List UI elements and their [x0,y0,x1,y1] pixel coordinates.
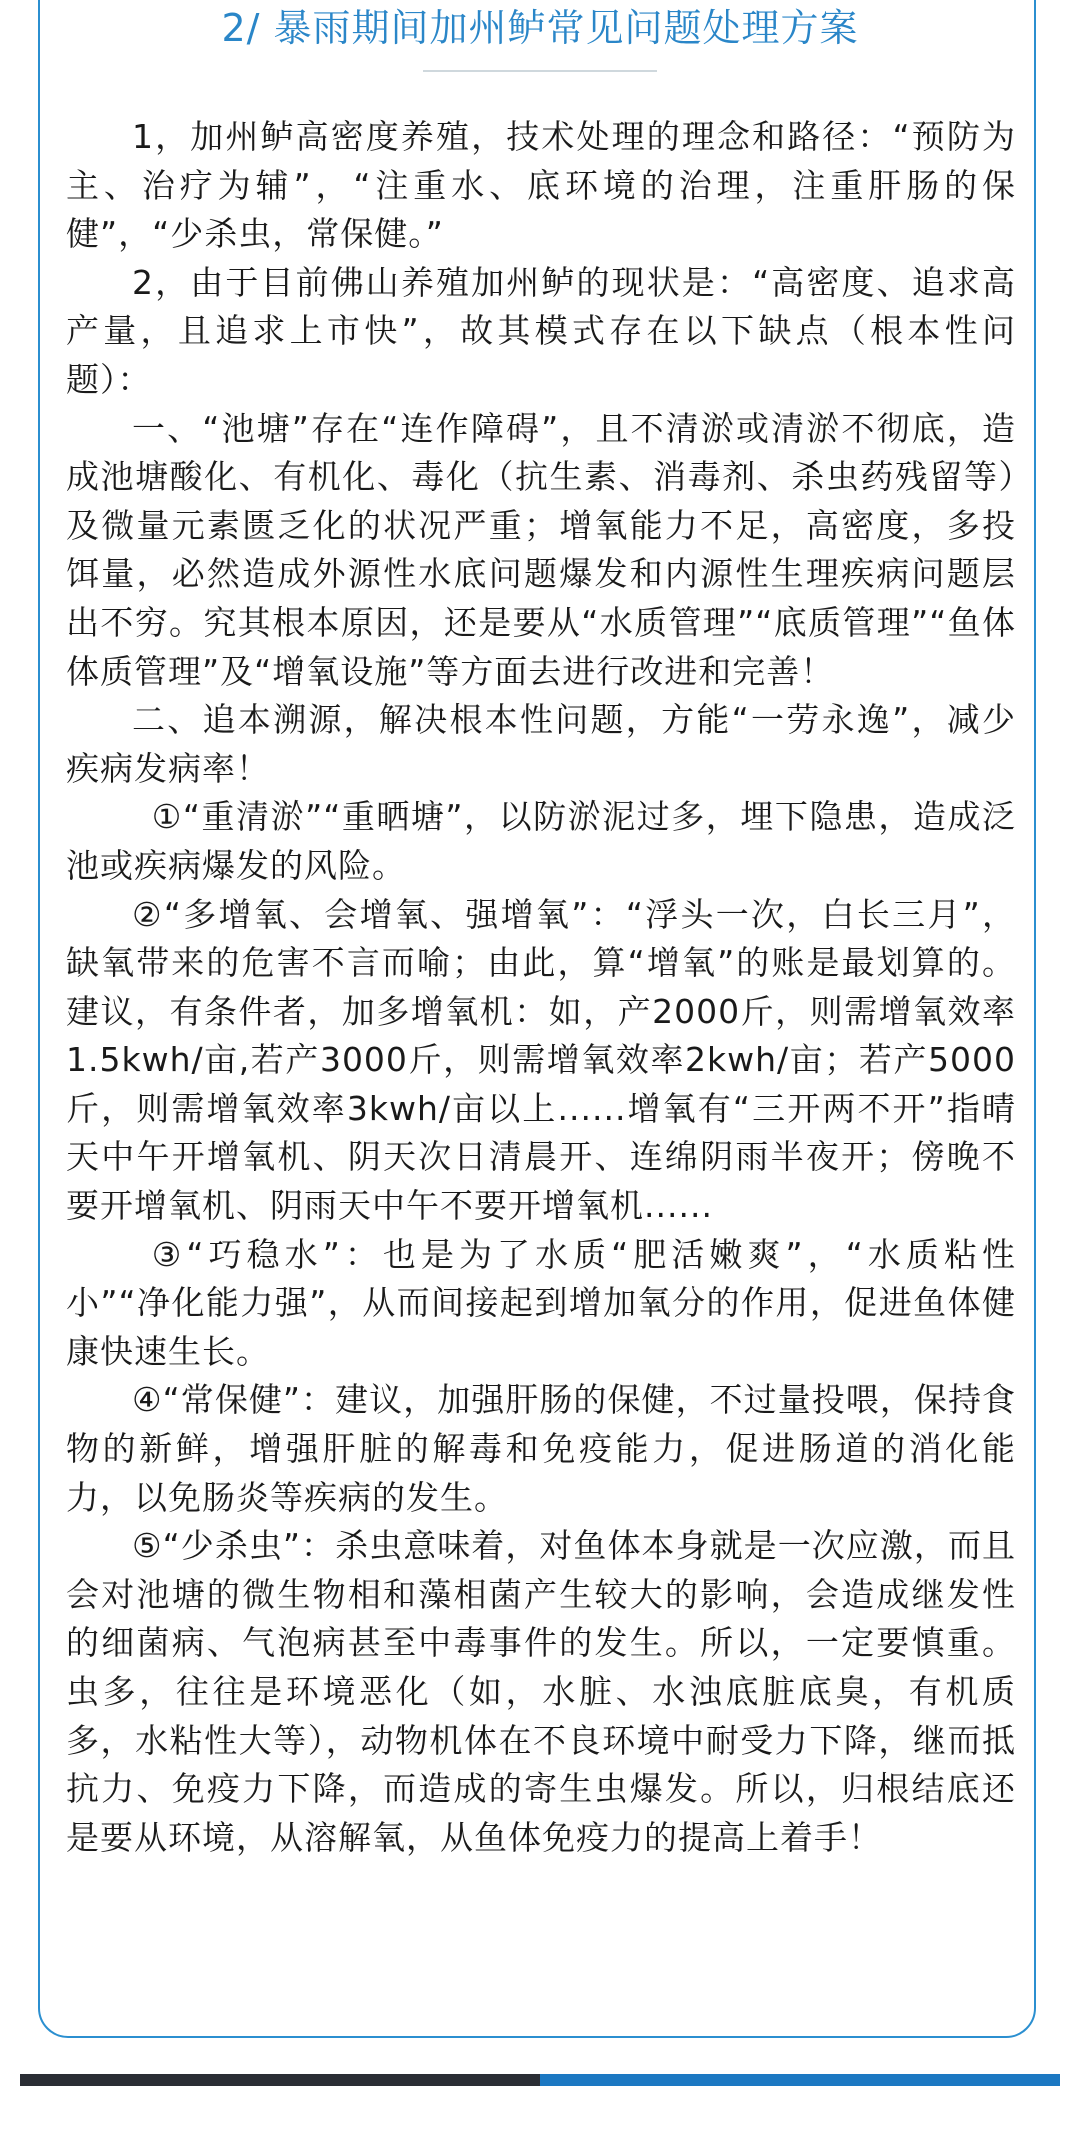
article-body [66,113,1016,1862]
footer-bar-dark [20,2074,540,2086]
paragraph-point-5: ⑤“少杀虫”：杀虫意味着，对鱼体本身就是一次应激，而且会对池塘的微生物相和藻相菌产生较大的影响，会造成继发性的细菌病、气泡病甚至中毒事件的发生。所以，一定要慎重。虫多，往往是环境恶化（如，水脏、水浊底脏底臭，有机质多，水粘性大等），动物机体在不良环境中耐受力下降，继而抵抗力、免疫力下降，而造成的寄生虫爆发。所以，归根结底还是要从环境，从溶解氧，从鱼体免疫力的提高上着手！ [66,1526,1016,1857]
paragraph-problem-one: 一、“池塘”存在“连作障碍”，且不清淤或清淤不彻底，造成池塘酸化、有机化、毒化（抗生素、消毒剂、杀虫药残留等）及微量元素匮乏化的状况严重；增氧能力不足，高密度，多投饵量，必然造成外源性水底问题爆发和内源性生理疾病问题层出不穷。究其根本原因，还是要从“水质管理”“底质管理”“鱼体体质管理”及“增氧设施”等方面去进行改进和完善！ [66,408,1016,691]
footer-bar-blue [540,2074,1060,2086]
paragraph-problem-two: 二、追本溯源，解决根本性问题，方能“一劳永逸”，减少疾病发病率！ [66,700,1016,788]
paragraph-point-1: ①“重清淤”“重晒塘”，以防淤泥过多，埋下隐患，造成泛池或疾病爆发的风险。 [66,797,1016,885]
paragraph-status: 2，由于目前佛山养殖加州鲈的现状是：“高密度、追求高产量，且追求上市快”，故其模式存在以下缺点（根本性问题）： [66,262,1016,399]
title-divider [423,70,657,72]
section-title: 2/ 暴雨期间加州鲈常见问题处理方案 [221,6,859,50]
paragraph-point-3: ③“巧稳水”：也是为了水质“肥活嫩爽”，“水质粘性小”“净化能力强”，从而间接起到增加氧分的作用，促进鱼体健康快速生长。 [66,1234,1016,1371]
paragraph-principle: 1，加州鲈高密度养殖，技术处理的理念和路径：“预防为主、治疗为辅”，“注重水、底环境的治理，注重肝肠的保健”，“少杀虫，常保健。” [66,117,1016,254]
paragraph-point-4: ④“常保健”：建议，加强肝肠的保健，不过量投喂，保持食物的新鲜，增强肝脏的解毒和免疫能力，促进肠道的消化能力，以免肠炎等疾病的发生。 [66,1380,1016,1517]
paragraph-point-2: ②“多增氧、会增氧、强增氧”：“浮头一次，白长三月”，缺氧带来的危害不言而喻；由此，算“增氧”的账是最划算的。建议，有条件者，加多增氧机：如，产2000斤，则需增氧效率1.5kwh/亩,若产3000斤，则需增氧效率2kwh/亩；若产5000斤，则需增氧效率3kwh/亩以上......增氧有“三开两不开”指晴天中午开增氧机、阴天次日清晨开、连绵阴雨半夜开；傍晚不要开增氧机、阴雨天中午不要开增氧机...... [66,894,1016,1226]
